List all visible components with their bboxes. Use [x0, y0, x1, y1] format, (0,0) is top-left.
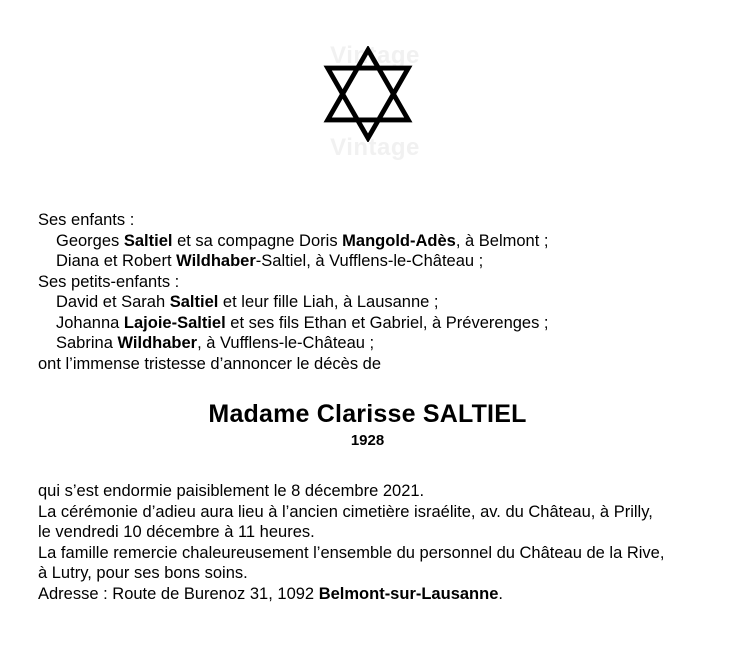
grandchildren-heading: Ses petits-enfants : — [38, 272, 180, 291]
grandchild-3-surname: Wildhaber — [117, 334, 198, 352]
announcement-intro: ont l’immense tristesse d’annoncer le décès de — [38, 354, 382, 373]
closing-line-2: La cérémonie d’adieu aura lieu à l’ancien cimetière israélite, av. du Château, à Prilly, — [38, 502, 653, 521]
grandchild-3-pre: Sabrina — [56, 334, 118, 352]
family-block — [38, 210, 697, 374]
child-1-surname: Saltiel — [123, 231, 173, 250]
closing-line-4: La famille remercie chaleureusement l’ensemble du personnel du Château de la Rive, — [38, 543, 665, 562]
grandchild-1-surname: Saltiel — [169, 293, 219, 311]
address-line — [38, 584, 697, 605]
symbol-container — [0, 0, 735, 122]
watermark-line-2: Vintage — [330, 134, 420, 161]
child-2-post: , à Vufflens-le-Château ; — [306, 252, 484, 270]
obituary-body — [0, 210, 735, 604]
closing-line-3: le vendredi 10 décembre à 11 heures. — [38, 523, 315, 541]
list-item — [38, 251, 697, 272]
grandchild-3-mid: , à Vufflens-le-Château ; — [197, 334, 375, 352]
address-city: Belmont-sur-Lausanne — [318, 584, 499, 603]
list-item — [38, 231, 697, 252]
grandchild-2-surname: Lajoie-Saltiel — [123, 313, 226, 332]
address-label: Adresse : Route de Burenoz 31, 1092 — [38, 584, 319, 603]
child-2-surname: Wildhaber — [176, 252, 256, 270]
child-1-mid: et sa compagne Doris — [172, 231, 343, 250]
child-1-partner-surname: Mangold-Adès — [342, 231, 456, 250]
children-heading: Ses enfants : — [38, 211, 135, 229]
closing-line-1: qui s’est endormie paisiblement le 8 décembre 2021. — [38, 482, 425, 500]
child-1-pre: Georges — [56, 231, 124, 250]
deceased-name: Madame Clarisse SALTIEL — [208, 400, 527, 428]
deceased-block — [38, 400, 697, 451]
star-of-david-icon — [320, 46, 416, 142]
child-2-mid: -Saltiel — [255, 252, 307, 270]
closing-line-5: à Lutry, pour ses bons soins. — [38, 564, 248, 582]
child-1-post: , à Belmont ; — [455, 231, 549, 250]
grandchild-1-pre: David et Sarah — [56, 293, 170, 311]
address-end: . — [498, 584, 503, 603]
closing-block — [38, 481, 697, 604]
grandchild-1-mid: et leur fille Liah, à Lausanne ; — [218, 293, 439, 311]
child-2-pre: Diana et Robert — [56, 252, 177, 270]
watermark-line-1: Vintage — [330, 42, 420, 69]
list-item — [38, 292, 697, 313]
grandchild-2-mid: et ses fils Ethan et Gabriel, à Préverenges ; — [225, 313, 549, 332]
list-item — [38, 333, 697, 354]
grandchild-2-pre: Johanna — [56, 313, 124, 332]
deceased-year: 1928 — [350, 431, 385, 449]
list-item — [38, 313, 697, 334]
